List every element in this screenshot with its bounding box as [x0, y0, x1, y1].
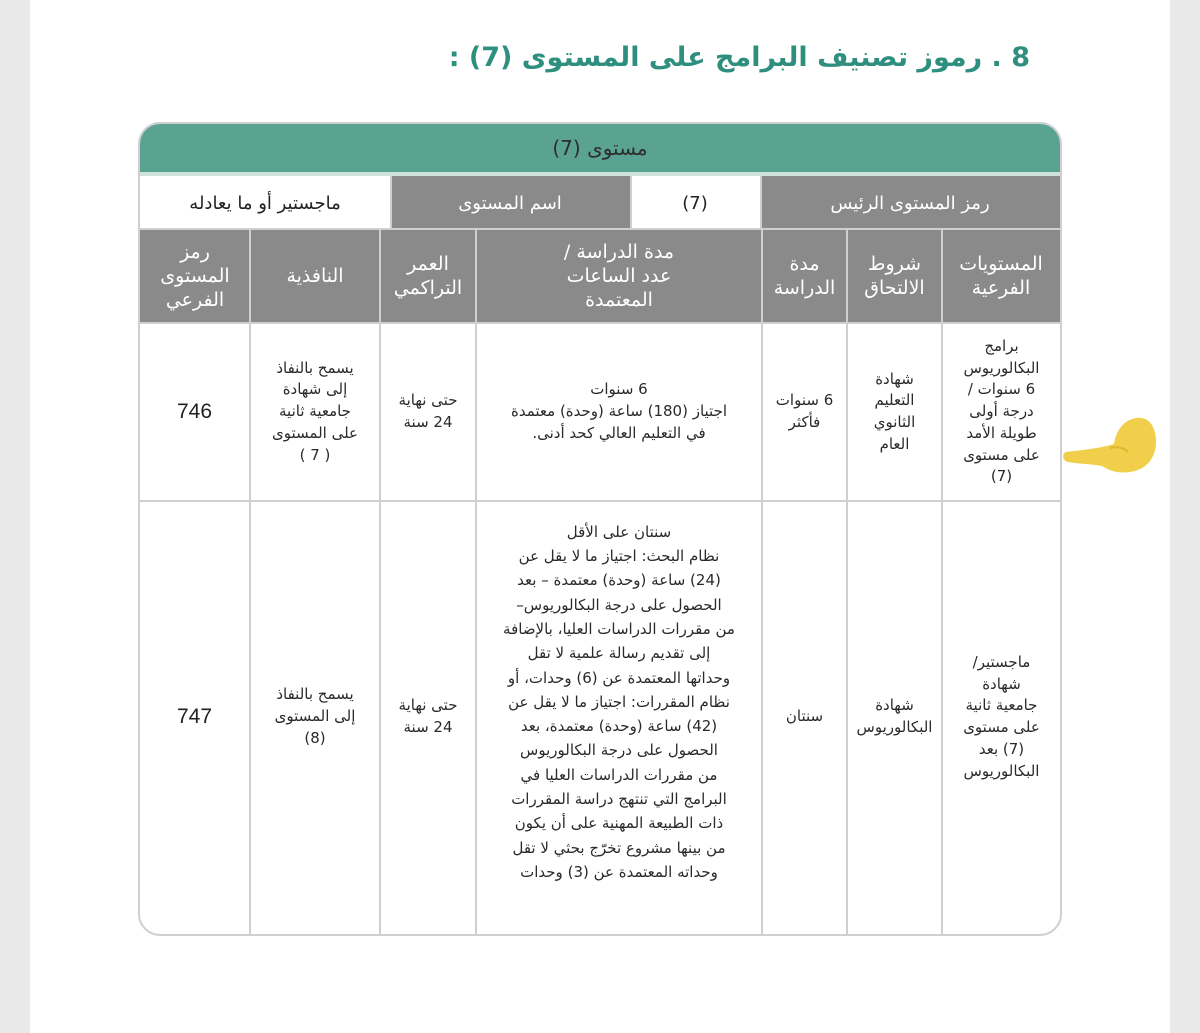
- row1-access: يسمح بالنفاذ إلى شهادة جامعية ثانية على المستوى ( 7 ): [272, 358, 358, 464]
- row1-age: حتى نهاية 24 سنة: [398, 391, 458, 431]
- grid-line: [140, 228, 1060, 230]
- col-header-hours: مدة الدراسة / عدد الساعات المعتمدة: [476, 230, 762, 324]
- row2-age: حتى نهاية 24 سنة: [398, 696, 458, 736]
- row1-hours: 6 سنوات اجتياز (180) ساعة (وحدة) معتمدة في التعليم العالي كحد أدنى.: [510, 380, 728, 442]
- col-header-sublevel-code: رمز المستوى الفرعي: [140, 230, 250, 324]
- document-page: [30, 0, 1170, 1033]
- grid-line: [630, 176, 632, 230]
- row2-access: يسمح بالنفاذ إلى المستوى (8): [274, 685, 356, 747]
- row2-hours: سنتان على الأقل نظام البحث: اجتياز ما لا يقل عن (24) ساعة (وحدة) معتمدة – بعد الحصول على درجة البكالوريوس– من مقررات الدراسات العليا، بالإضافة إلى تقديم رسالة علمية لا تقل وحداتها المعتمدة عن (6) وحدات، أو نظام المقررات: اجتياز ما لا يقل عن (42) ساعة (وحدة) معتمدة، بعد الحصول على درجة البكالوريوس من مقررات الدراسات العليا في البرامج التي تنتهج دراسة المقررات ذات الطبيعة المهنية على أن يكون من بينها مشروع تخرّج بحثي لا تقل وحداته المعتمدة عن (3) وحدات: [503, 522, 735, 881]
- level-header: مستوى (7): [140, 124, 1060, 172]
- row1-code: 746: [176, 399, 213, 423]
- pointing-hand-icon: [1062, 412, 1158, 478]
- row1-admission: شهادة التعليم الثانوي العام: [873, 369, 916, 453]
- main-level-code-value: (7): [630, 176, 760, 230]
- row2-duration: سنتان: [785, 707, 824, 726]
- row1-duration: 6 سنوات فأكثر: [775, 391, 834, 431]
- grid-line: [760, 176, 762, 230]
- col-header-age: العمر التراكمي: [380, 230, 476, 324]
- row2-admission: شهادة البكالوريوس: [856, 696, 933, 736]
- col-header-admission: شروط الالتحاق: [847, 230, 942, 324]
- row2-code: 747: [176, 704, 213, 728]
- section-title: 8 . رموز تصنيف البرامج على المستوى (7) :: [448, 42, 1030, 73]
- row2-sublevel: ماجستير/ شهادة جامعية ثانية على مستوى (7) بعد البكالوريوس: [963, 652, 1040, 780]
- level-7-table: [138, 122, 1062, 936]
- grid-line: [390, 176, 392, 230]
- level-name-value: ماجستير أو ما يعادله: [140, 176, 390, 230]
- col-header-duration: مدة الدراسة: [762, 230, 847, 324]
- col-header-sublevels: المستويات الفرعية: [942, 230, 1060, 324]
- level-name-label: اسم المستوى: [390, 176, 630, 230]
- main-level-code-label: رمز المستوى الرئيس: [760, 176, 1060, 230]
- row1-sublevel: برامج البكالوريوس 6 سنوات / درجة أولى طويلة الأمد على مستوى (7): [963, 336, 1040, 486]
- col-header-access: النافذية: [250, 230, 380, 324]
